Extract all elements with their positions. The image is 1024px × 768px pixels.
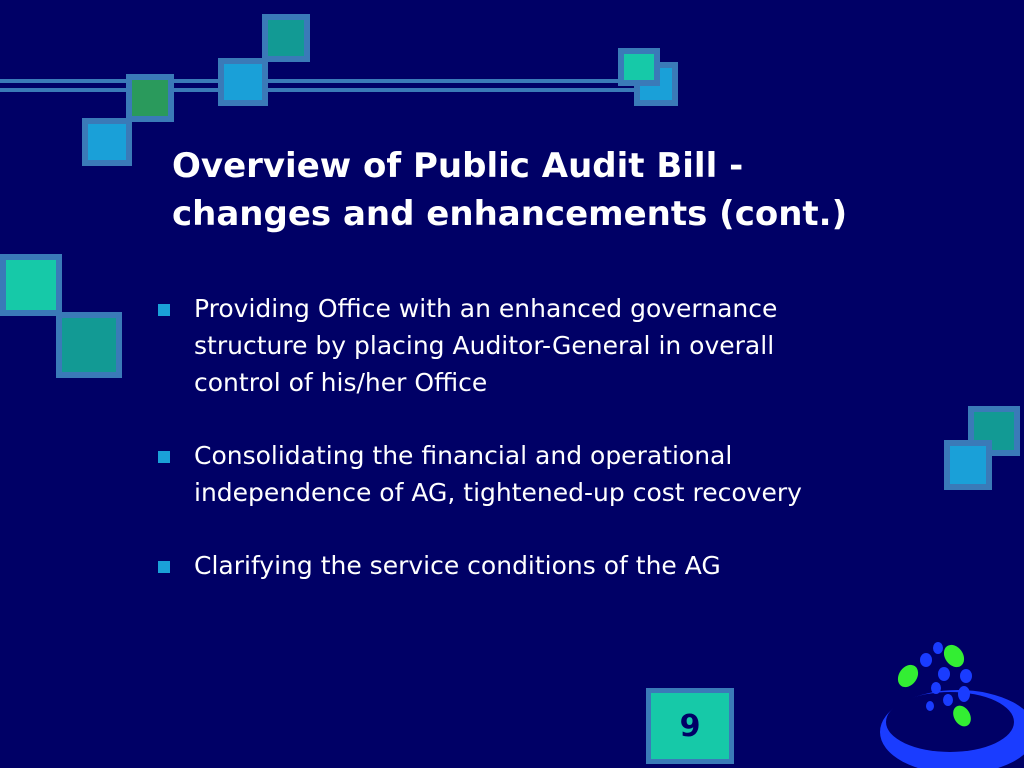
bullet-marker-icon <box>158 304 170 316</box>
bullet-list <box>158 290 878 620</box>
bullet-item <box>158 547 878 584</box>
slide-title-line-2: changes and enhancements (cont.) <box>172 194 848 234</box>
decorative-lines <box>0 79 670 92</box>
bullet-text-line: independence of AG, tightened-up cost recovery <box>194 478 802 507</box>
bullet-item <box>158 290 878 401</box>
bullet-text-line: Providing Office with an enhanced governance <box>194 294 778 323</box>
bullet-marker-icon <box>158 561 170 573</box>
square-right-2 <box>944 440 992 490</box>
slide-title-line-1: Overview of Public Audit Bill - <box>172 146 744 186</box>
square-top-1 <box>262 14 310 62</box>
page-number-box <box>646 688 734 764</box>
bullet-text-line: structure by placing Auditor-General in overall <box>194 331 775 360</box>
logo-graphic <box>880 641 1024 768</box>
bullet-text-line: Clarifying the service conditions of the AG <box>194 551 721 580</box>
square-top-2 <box>218 58 268 106</box>
square-top-3 <box>126 74 174 122</box>
square-left-1 <box>0 254 62 316</box>
bullet-marker-icon <box>158 451 170 463</box>
square-left-2 <box>56 312 122 378</box>
slide-title <box>172 142 972 238</box>
square-top-4 <box>82 118 132 166</box>
page-number: 9 <box>651 693 729 759</box>
bullet-text-line: control of his/her Office <box>194 368 488 397</box>
square-top-right-front <box>618 48 660 86</box>
bullet-text-line: Consolidating the financial and operational <box>194 441 733 470</box>
bullet-item <box>158 437 878 511</box>
